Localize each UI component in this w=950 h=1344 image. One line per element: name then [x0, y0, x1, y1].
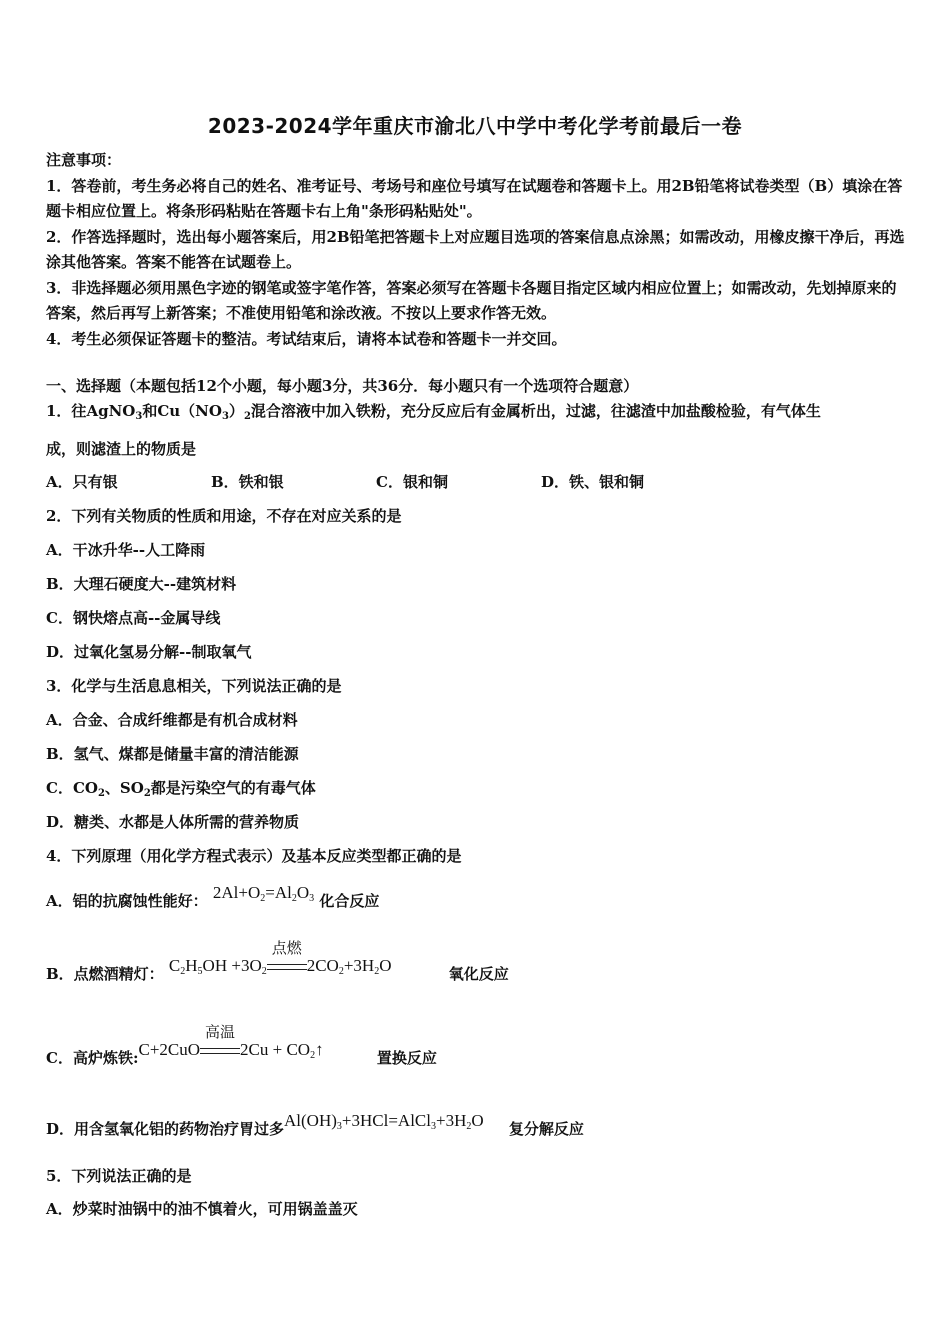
q4-b-sub5: 2 — [374, 966, 380, 977]
q4-a-sub2: 2 — [291, 893, 297, 904]
q4-a-label: A．铝的抗腐蚀性能好： — [46, 892, 208, 910]
q1-option-c: C．银和铜 — [376, 473, 448, 491]
q4-c-label: C．高炉炼铁: — [46, 1049, 139, 1067]
q4-a-equation — [213, 883, 314, 902]
q2-option-b: B．大理石硬度大--建筑材料 — [46, 575, 237, 593]
q4-option-a — [46, 882, 380, 910]
q4-b-eq-part1: C — [168, 956, 181, 975]
q3-c-sub1: 2 — [97, 788, 105, 799]
q4-d-sub3: 2 — [466, 1121, 472, 1132]
q4-b-eq-part3: OH +3O — [202, 956, 262, 975]
notice-item-3: 3．非选择题必须用黑色字迹的钢笔或签字笔作答，答案必须写在答题卡各题目指定区域内相应位置上；如需改动，先划掉原来的答案，然后再写上新答案；不准使用铅笔和涂改液。不按以上要求作答无效。 — [46, 278, 897, 322]
q4-c-condition: 高温 — [205, 1025, 236, 1041]
q1-s3-sub: 3 — [221, 411, 229, 422]
q4-d-eq-part1: Al(OH) — [284, 1111, 337, 1130]
q3-c-post: 都是污染空气的有毒气体 — [150, 779, 316, 797]
q1-s1-sub: 3 — [135, 411, 143, 422]
q4-b-equation — [168, 941, 392, 977]
q4-option-b — [46, 941, 509, 983]
q5-option-a: A．炒菜时油锅中的油不慎着火，可用锅盖盖灭 — [46, 1200, 358, 1218]
q4-c-eq-part1: C+2CuO — [138, 1040, 201, 1059]
q1-option-a: A．只有银 — [46, 473, 118, 491]
q1-s1: AgNO — [86, 402, 136, 420]
q4-b-equals-line — [267, 964, 307, 970]
q4-b-condition: 点燃 — [271, 941, 302, 957]
notice-heading: 注意事项： — [46, 151, 122, 169]
q3-option-b: B．氢气、煤都是储量丰富的清洁能源 — [46, 745, 299, 763]
q1-num: 1．往 — [46, 402, 87, 420]
notice-item-2: 2．作答选择题时，选出每小题答案后，用2B铅笔把答题卡上对应题目选项的答案信息点涂黑；如需改动，用橡皮擦干净后，再选涂其他答案。答案不能答在试题卷上。 — [46, 227, 905, 271]
q4-b-eq-part5: +3H — [343, 956, 375, 975]
q4-b-sub4: 2 — [338, 966, 344, 977]
q4-d-equation — [284, 1111, 484, 1130]
q4-a-eq-part1: 2Al+O — [212, 883, 261, 902]
q3-c-pre: C．CO — [46, 779, 98, 797]
q3-option-a: A．合金、合成纤维都是有机合成材料 — [46, 711, 298, 729]
q4-d-label: D．用含氢氧化铝的药物治疗胃过多 — [46, 1120, 285, 1138]
q4-d-type: 复分解反应 — [508, 1120, 584, 1138]
q4-b-type: 氧化反应 — [448, 965, 509, 983]
section-heading: 一、选择题（本题包括12个小题，每小题3分，共36分．每小题只有一个选项符合题意） — [46, 377, 639, 395]
q3-option-c — [46, 777, 316, 799]
q4-b-eq-part6: O — [379, 956, 392, 975]
q1-s5: 混合溶液中加入铁粉，充分反应后有金属析出，过滤，往滤渣中加盐酸检验，有气体生 — [250, 402, 821, 420]
q4-option-d — [46, 1110, 584, 1138]
notice-section — [46, 148, 906, 352]
q4-b-eq-part4: 2CO — [306, 956, 339, 975]
page-title: 2023-2024学年重庆市渝北八中学中考化学考前最后一卷 — [207, 114, 743, 138]
q4-a-sub3: 3 — [309, 893, 315, 904]
notice-item-1: 1．答卷前，考生务必将自己的姓名、准考证号、考场号和座位号填写在试题卷和答题卡上。用2B铅笔将试卷类型（B）填涂在答题卡相应位置上。将条形码粘贴在答题卡右上角"条形码粘贴处"。 — [46, 176, 903, 220]
q1-s2: 和 — [142, 402, 158, 420]
q4-b-sub3: 2 — [261, 966, 267, 977]
q4-b-label: B．点燃酒精灯： — [46, 965, 164, 983]
q1-option-d: D．铁、银和铜 — [541, 473, 645, 491]
q2-option-d: D．过氧化氢易分解--制取氧气 — [46, 643, 252, 661]
q3-c-mid: 、SO — [104, 779, 144, 797]
notice-item-4: 4．考生必须保证答题卡的整洁。考试结束后，请将本试卷和答题卡一并交回。 — [46, 329, 567, 348]
q4-b-sub1: 2 — [180, 966, 186, 977]
question-3-stem: 3．化学与生活息息相关，下列说法正确的是 — [46, 677, 342, 695]
q1-s3: Cu（NO — [157, 402, 222, 420]
q4-d-eq-part3: +3H — [435, 1111, 467, 1130]
q4-d-sub1: 3 — [336, 1121, 342, 1132]
q4-a-eq-part3: O — [296, 883, 310, 902]
q1-s4: ） — [228, 402, 244, 420]
q4-c-eq-part2: 2Cu + CO — [240, 1040, 311, 1059]
q1-s4-sub: 2 — [243, 411, 251, 422]
q4-c-condition-arrow — [200, 1025, 240, 1060]
q4-c-type: 置换反应 — [376, 1049, 437, 1067]
q3-c-sub2: 2 — [143, 788, 151, 799]
q4-option-c — [46, 1025, 437, 1067]
question-1-options — [46, 471, 644, 492]
q4-d-eq-part2: +3HCl=AlCl — [341, 1111, 431, 1130]
q4-b-eq-part2: H — [185, 956, 198, 975]
q1-option-b: B．铁和银 — [211, 473, 284, 491]
q4-c-equals-line — [200, 1048, 240, 1054]
q2-option-c: C．钢快熔点高--金属导线 — [46, 609, 221, 627]
q4-c-eq-part3: ↑ — [315, 1040, 324, 1059]
q4-d-sub2: 3 — [430, 1121, 436, 1132]
q4-b-condition-arrow — [267, 941, 307, 976]
question-4-stem: 4．下列原理（用化学方程式表示）及基本反应类型都正确的是 — [46, 847, 462, 865]
q4-d-eq-part4: O — [471, 1111, 484, 1130]
q4-c-sub1: 2 — [310, 1050, 316, 1061]
question-2-stem: 2．下列有关物质的性质和用途，不存在对应关系的是 — [46, 507, 402, 525]
question-1-stem-line2: 成，则滤渣上的物质是 — [46, 440, 197, 458]
q4-a-type: 化合反应 — [319, 892, 380, 910]
q2-option-a: A．干冰升华--人工降雨 — [46, 541, 206, 559]
question-1-stem — [46, 400, 821, 422]
q4-a-sub1: 2 — [260, 893, 266, 904]
q4-c-equation — [138, 1025, 324, 1061]
q4-a-eq-part2: =Al — [265, 883, 292, 902]
q4-b-sub2: 5 — [197, 966, 203, 977]
question-5-stem: 5．下列说法正确的是 — [46, 1167, 192, 1185]
q3-option-d: D．糖类、水都是人体所需的营养物质 — [46, 813, 300, 831]
